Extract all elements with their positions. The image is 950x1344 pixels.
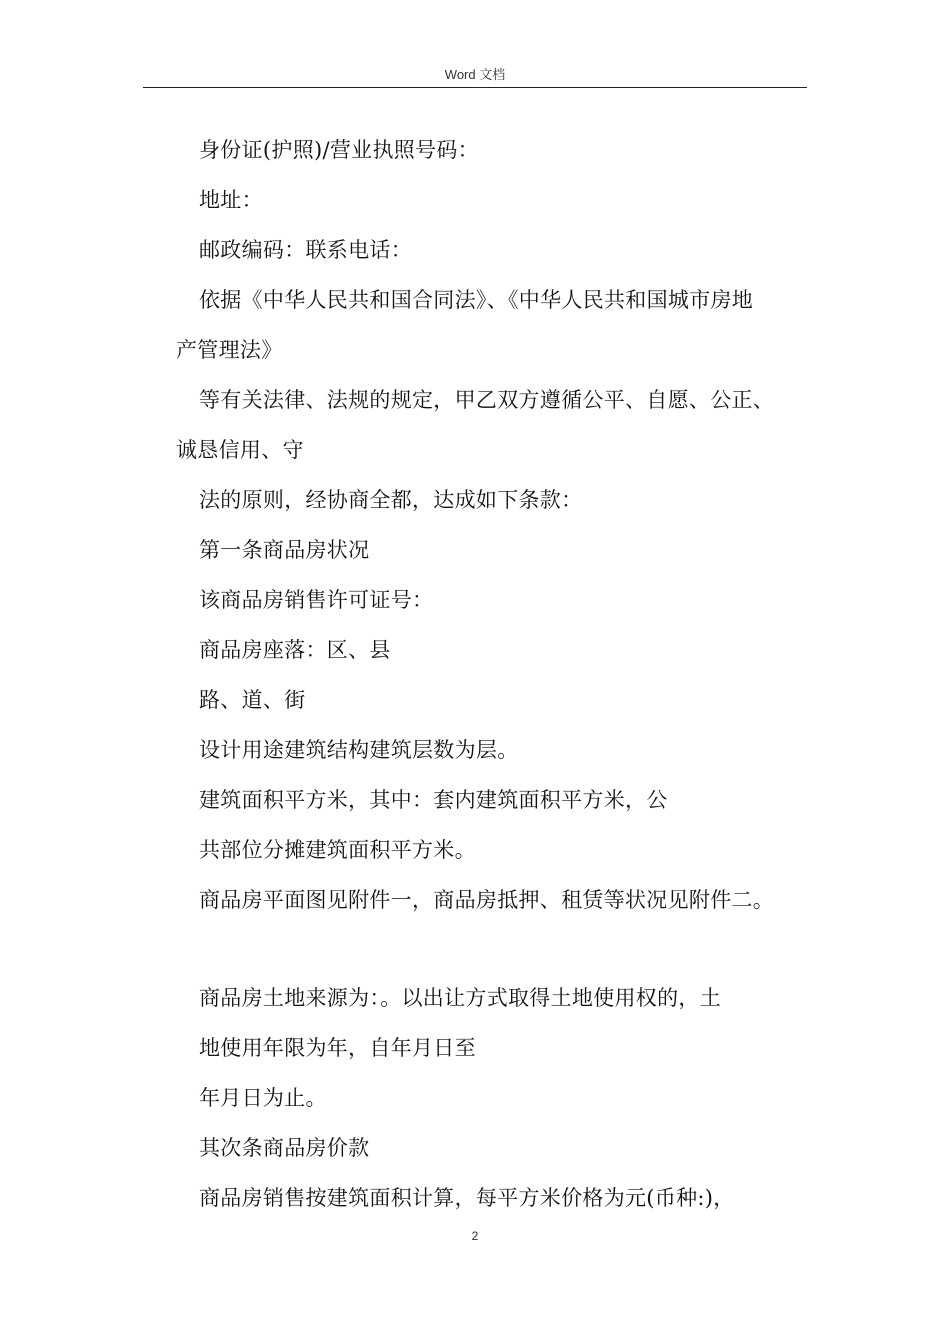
paragraph-id-number: 身份证(护照)/营业执照号码： bbox=[199, 138, 479, 162]
paragraph-postal-phone: 邮政编码：联系电话： bbox=[199, 238, 412, 262]
paragraph-road: 路、道、街 bbox=[199, 688, 306, 712]
paragraph-design-use: 设计用途建筑结构建筑层数为层。 bbox=[199, 738, 519, 762]
paragraph-land-term: 地使用年限为年，自年月日至 bbox=[199, 1036, 476, 1060]
paragraph-legal-basis-cont: 产管理法》 bbox=[176, 338, 283, 362]
page-header: Word 文档 bbox=[444, 67, 506, 82]
paragraph-land-term-end: 年月日为止。 bbox=[199, 1086, 327, 1110]
paragraph-building-area: 建筑面积平方米，其中：套内建筑面积平方米，公 bbox=[199, 788, 668, 812]
paragraph-legal-basis: 依据《中华人民共和国合同法》、《中华人民共和国城市房地 bbox=[199, 288, 754, 312]
page-number: 2 bbox=[471, 1229, 479, 1243]
paragraph-shared-area: 共部位分摊建筑面积平方米。 bbox=[199, 838, 476, 862]
article-two-heading: 其次条商品房价款 bbox=[199, 1136, 370, 1160]
paragraph-location: 商品房座落：区、县 bbox=[199, 638, 391, 662]
paragraph-land-source: 商品房土地来源为：。以出让方式取得土地使用权的，土 bbox=[199, 986, 721, 1010]
article-one-heading: 第一条商品房状况 bbox=[199, 538, 370, 562]
paragraph-permit-number: 该商品房销售许可证号： bbox=[199, 588, 434, 612]
paragraph-principles: 等有关法律、法规的规定，甲乙双方遵循公平、自愿、公正、 bbox=[199, 388, 775, 412]
header-divider bbox=[143, 87, 807, 88]
paragraph-attachments: 商品房平面图见附件一，商品房抵押、租赁等状况见附件二。 bbox=[199, 888, 775, 912]
paragraph-address: 地址： bbox=[199, 188, 263, 212]
paragraph-price: 商品房销售按建筑面积计算，每平方米价格为元(币种:)， bbox=[199, 1186, 735, 1210]
paragraph-principles-cont: 诚恳信用、守 bbox=[176, 438, 304, 462]
paragraph-agreement: 法的原则，经协商全都，达成如下条款： bbox=[199, 488, 583, 512]
